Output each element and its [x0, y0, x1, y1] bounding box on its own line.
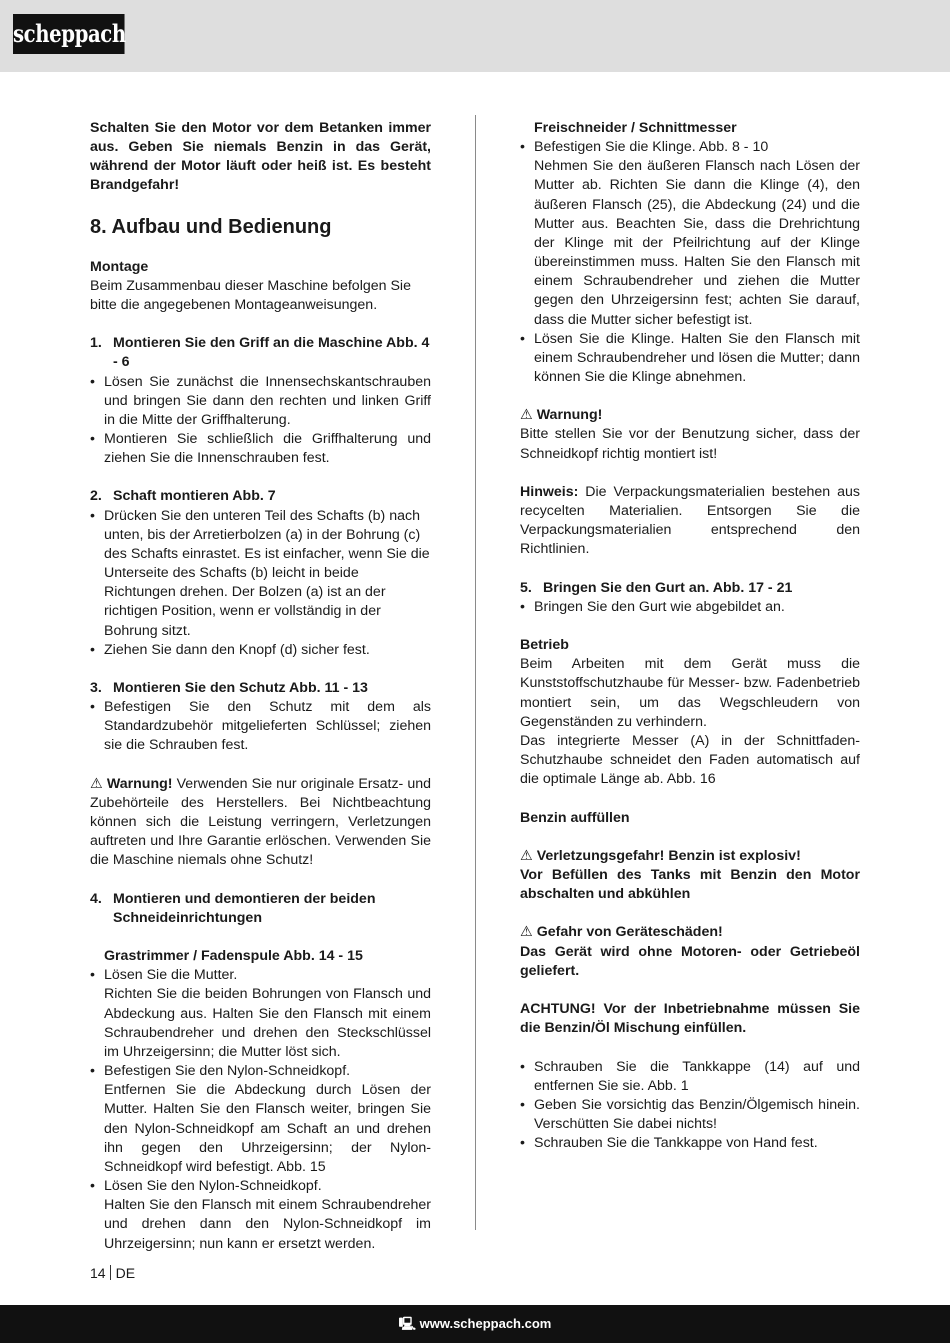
subheading-freischneider: Freischneider / Schnittmesser: [534, 120, 737, 136]
step-3-heading: 3. Montieren Sie den Schutz Abb. 11 - 13: [90, 680, 368, 697]
list-item: • Montieren Sie schließlich die Griffhalterung und ziehen Sie die Innenschrauben fest.: [90, 431, 431, 467]
list-item: • Lösen Sie zunächst die Innensechskantschrauben und bringen Sie dann den rechten und linken Griff in die Mitte der Griffhalterung.: [90, 373, 431, 428]
list-item: • Schrauben Sie die Tankkappe (14) auf und entfernen Sie sie. Abb. 1: [520, 1058, 860, 1094]
brand-logo: scheppach: [13, 14, 125, 54]
warning-icon: ⚠: [520, 847, 533, 864]
list-item: • Befestigen Sie den Schutz mit dem als Standardzubehör mitgelieferten Schlüssel; ziehen sie die Schrauben fest.: [90, 699, 431, 754]
danger-heading: ⚠ Verletzungsgefahr! Benzin ist explosiv!: [520, 847, 801, 864]
computer-icon: 🖳: [398, 1316, 416, 1331]
list-item: • Befestigen Sie die Klinge. Abb. 8 - 10 Nehmen Sie den äußeren Flansch nach Lösen der Mutter ab. Richten Sie dann die Klinge (4), den äußeren Flansch (25), die Abdeckung (24) und die Mutter aus. Beachten Sie, dass die Drehrichtung der Klinge mit der Pfeilrichtung auf der Klinge übereinstimmen muss. Halten Sie den Flansch mit einem Schraubendreher und ziehen die Mutter gegen den Uhrzeigersinn fest; achten Sie darauf, dass die Mutter sicher befestigt ist.: [520, 139, 860, 328]
column-divider: [475, 115, 476, 1230]
page-number: 14: [90, 1265, 106, 1281]
step-1-heading: 1. Montieren Sie den Griff an die Maschine Abb. 4 - 6: [90, 335, 430, 371]
warning-text: Bitte stellen Sie vor der Benutzung sicher, dass der Schneidkopf richtig montiert ist!: [520, 426, 860, 462]
right-column: [520, 119, 860, 1153]
damage-text: Das Gerät wird ohne Motoren- oder Getriebeöl geliefert.: [520, 943, 860, 979]
list-item: • Bringen Sie den Gurt wie abgebildet an.: [520, 598, 785, 615]
warning-note: ⚠ Warnung! Verwenden Sie nur originale Ersatz- und Zubehörteile des Herstellers. Bei Nichtbeachtung können sich die Leistung verringern, Verletzungen auftreten und Ihre Garantie erlöschen. Verwenden Sie die Maschine niemals ohne Schutz!: [90, 775, 431, 869]
montage-title: Montage: [90, 258, 149, 275]
list-item: • Lösen Sie die Mutter. Richten Sie die beiden Bohrungen von Flansch und Abdeckung aus. Halten Sie den Flansch mit einem Schraubendreher und drehen den Steckschlüssel im Uhrzeigersinn; die Mutter löst sich.: [90, 967, 431, 1060]
warning-icon: ⚠: [520, 924, 533, 941]
warning-icon: ⚠: [90, 775, 103, 792]
hint-note: Hinweis: Die Verpackungsmaterialien bestehen aus recycelten Materialien. Entsorgen Sie die Verpackungsmaterialien entsprechend den Richtlinien.: [520, 483, 860, 558]
left-column: [90, 119, 431, 1254]
benzin-title: Benzin auffüllen: [520, 809, 630, 826]
list-item: • Lösen Sie den Nylon-Schneidkopf. Halten Sie den Flansch mit einem Schraubendreher und drehen dann den Nylon-Schneidkopf im Uhrzeigersinn; nun kann er ersetzt werden.: [90, 1178, 431, 1252]
step-4-heading: 4. Montieren und demontieren der beiden Schneideinrichtungen: [90, 890, 376, 926]
warning-heading: ⚠ Warnung!: [520, 407, 603, 424]
step-5-heading: 5. Bringen Sie den Gurt an. Abb. 17 - 21: [520, 579, 793, 596]
list-item: • Drücken Sie den unteren Teil des Schafts (b) nach unten, bis der Arretierbolzen (a) in der Bohrung (c) des Schafts einrastet. Es ist einfacher, wenn Sie die Unterseite des Schafts (b) leicht in beide Richtungen drehen. Der Bolzen (a) ist an der richtigen Position, wenn er vollständig in der Bohrung sitzt.: [90, 507, 430, 639]
step-2-heading: 2. Schaft montieren Abb. 7: [90, 488, 276, 505]
section-title: 8. Aufbau und Bedienung: [90, 215, 332, 238]
betrieb-title: Betrieb: [520, 637, 569, 654]
list-item: • Ziehen Sie dann den Knopf (d) sicher fest.: [90, 641, 370, 658]
danger-text: Vor Befüllen des Tanks mit Benzin den Motor abschalten und abkühlen: [520, 867, 860, 903]
subheading-grastrimmer: Grastrimmer / Fadenspule Abb. 14 - 15: [104, 948, 363, 965]
achtung-note: ACHTUNG! Vor der Inbetriebnahme müssen Sie die Benzin/Öl Mischung einfüllen.: [520, 1001, 860, 1037]
language-code: DE: [115, 1265, 136, 1281]
list-item: • Befestigen Sie den Nylon-Schneidkopf. Entfernen Sie die Abdeckung durch Lösen der Mutter. Halten Sie den Flansch weiter, bringen Sie den Nylon-Schneidkopf am Schaft an und drehen ihn gegen den Uhrzeigersinn; der Nylon-Schneidkopf wird befestigt. Abb. 15: [90, 1063, 431, 1175]
betrieb-text: Beim Arbeiten mit dem Gerät muss die Kunststoffschutzhaube für Messer- bzw. Fadenbetrieb montiert sein, um das Wegschleudern von Gegenständen zu verhindern.: [520, 656, 860, 730]
page-header: [0, 0, 950, 72]
list-item: • Lösen Sie die Klinge. Halten Sie den Flansch mit einem Schraubendreher und lösen die Mutter; dann können Sie die Klinge abnehmen.: [520, 330, 860, 386]
list-item: • Schrauben Sie die Tankkappe von Hand fest.: [520, 1135, 818, 1152]
damage-heading: ⚠ Gefahr von Geräteschäden!: [520, 924, 723, 941]
betrieb-text-2: Das integrierte Messer (A) in der Schnittfaden-Schutzhaube schneidet den Faden automatisch auf die optimale Länge ab. Abb. 16: [520, 732, 860, 788]
page-footer: [90, 1263, 135, 1283]
website-link[interactable]: www.scheppach.com: [419, 1316, 552, 1331]
intro-warning: Schalten Sie den Motor vor dem Betanken immer aus. Geben Sie niemals Benzin in das Gerät, während der Motor läuft oder heiß ist. Es besteht Brandgefahr!: [90, 120, 431, 194]
list-item: • Geben Sie vorsichtig das Benzin/Ölgemisch hinein. Verschütten Sie dabei nichts!: [520, 1096, 860, 1132]
website-bar: [0, 1305, 950, 1343]
montage-text: Beim Zusammenbau dieser Maschine befolgen Sie bitte die angegebenen Montageanweisungen.: [90, 277, 411, 313]
warning-icon: ⚠: [520, 407, 533, 424]
